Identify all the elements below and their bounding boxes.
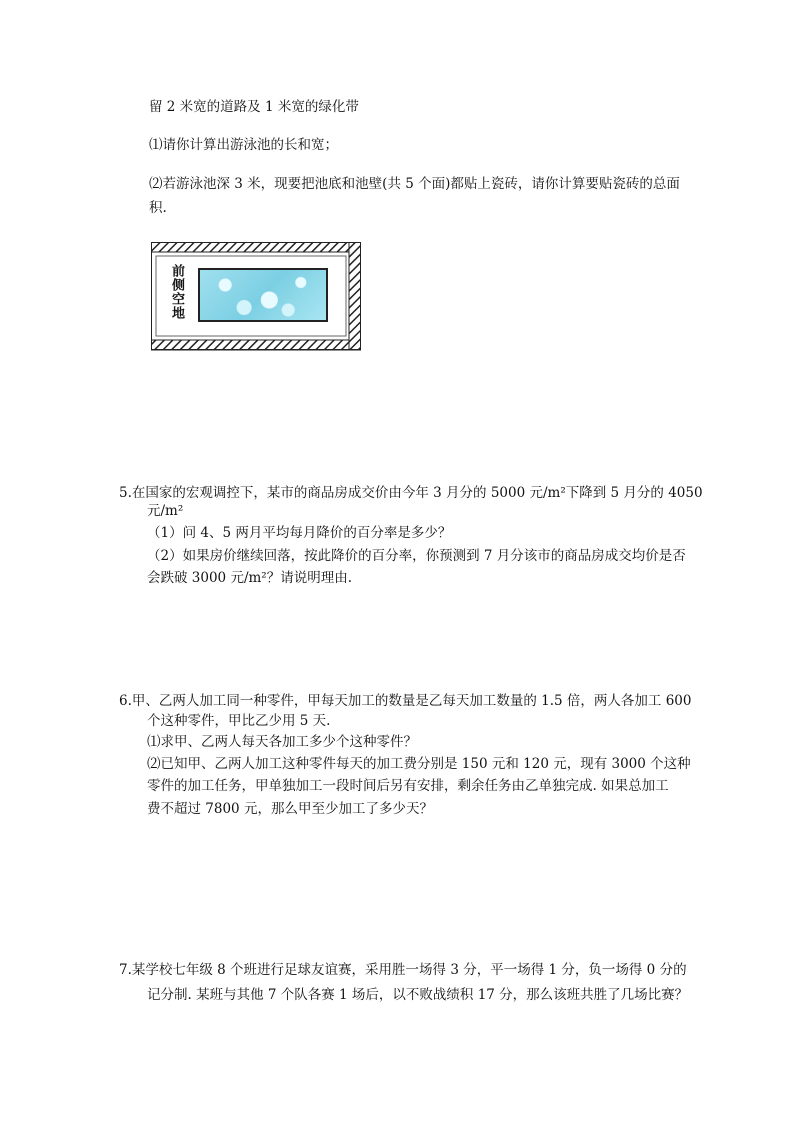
problem7-line2: 记分制. 某班与其他 7 个队各赛 1 场后，以不败战绩积 17 分，那么该班共胜了几场比赛？ — [147, 987, 689, 1003]
hatched-wall-right — [349, 242, 361, 350]
problem4-question2-line2: 积. — [149, 200, 167, 216]
problem5-question1: （1）问 4、5 两月平均每月降价的百分率是多少？ — [147, 525, 452, 541]
problem5-question2-line2: 会跌破 3000 元/m²？请说明理由. — [147, 570, 352, 586]
hatched-wall-bottom — [151, 340, 361, 350]
problem5-line2: 元/m² — [147, 503, 184, 519]
problem6-question2-line1: ⑵已知甲、乙两人加工这种零件每天的加工费分别是 150 元和 120 元，现有 3000 个这种 — [147, 756, 691, 772]
front-open-space-label: 前侧空地 — [169, 264, 184, 320]
problem6-question1: ⑴求甲、乙两人每天各加工多少个这种零件？ — [147, 734, 417, 750]
problem4-question1: ⑴请你计算出游泳池的长和宽； — [149, 137, 338, 153]
problem5-line1: 5.在国家的宏观调控下，某市的商品房成交价由今年 3 月分的 5000 元/m²下降到 5 月分的 4050 — [119, 485, 703, 501]
problem4-question2-line1: ⑵若游泳池深 3 米，现要把池底和池壁(共 5 个面)都贴上瓷砖，请你计算要贴瓷砖的总面 — [149, 176, 680, 192]
problem6-line1: 6.甲、乙两人加工同一种零件，甲每天加工的数量是乙每天加工数量的 1.5 倍，两人各加工 600 — [119, 693, 692, 709]
hatched-wall-top — [151, 242, 361, 252]
problem5-question2-line1: （2）如果房价继续回落，按此降价的百分率，你预测到 7 月分该市的商品房成交均价是否 — [147, 548, 686, 564]
problem7-line1: 7.某学校七年级 8 个班进行足球友谊赛，采用胜一场得 3 分，平一场得 1 分，负一场得 0 分的 — [119, 962, 687, 978]
problem4-continuation: 留 2 米宽的道路及 1 米宽的绿化带 — [149, 99, 359, 115]
problem6-question2-line3: 费不超过 7800 元，那么甲至少加工了多少天？ — [147, 801, 433, 817]
swimming-pool — [198, 268, 328, 322]
problem6-question2-line2: 零件的加工任务，甲单独加工一段时间后另有安排，剩余任务由乙单独完成. 如果总加工 — [147, 778, 669, 794]
problem6-line2: 个这种零件，甲比乙少用 5 天. — [147, 713, 331, 729]
